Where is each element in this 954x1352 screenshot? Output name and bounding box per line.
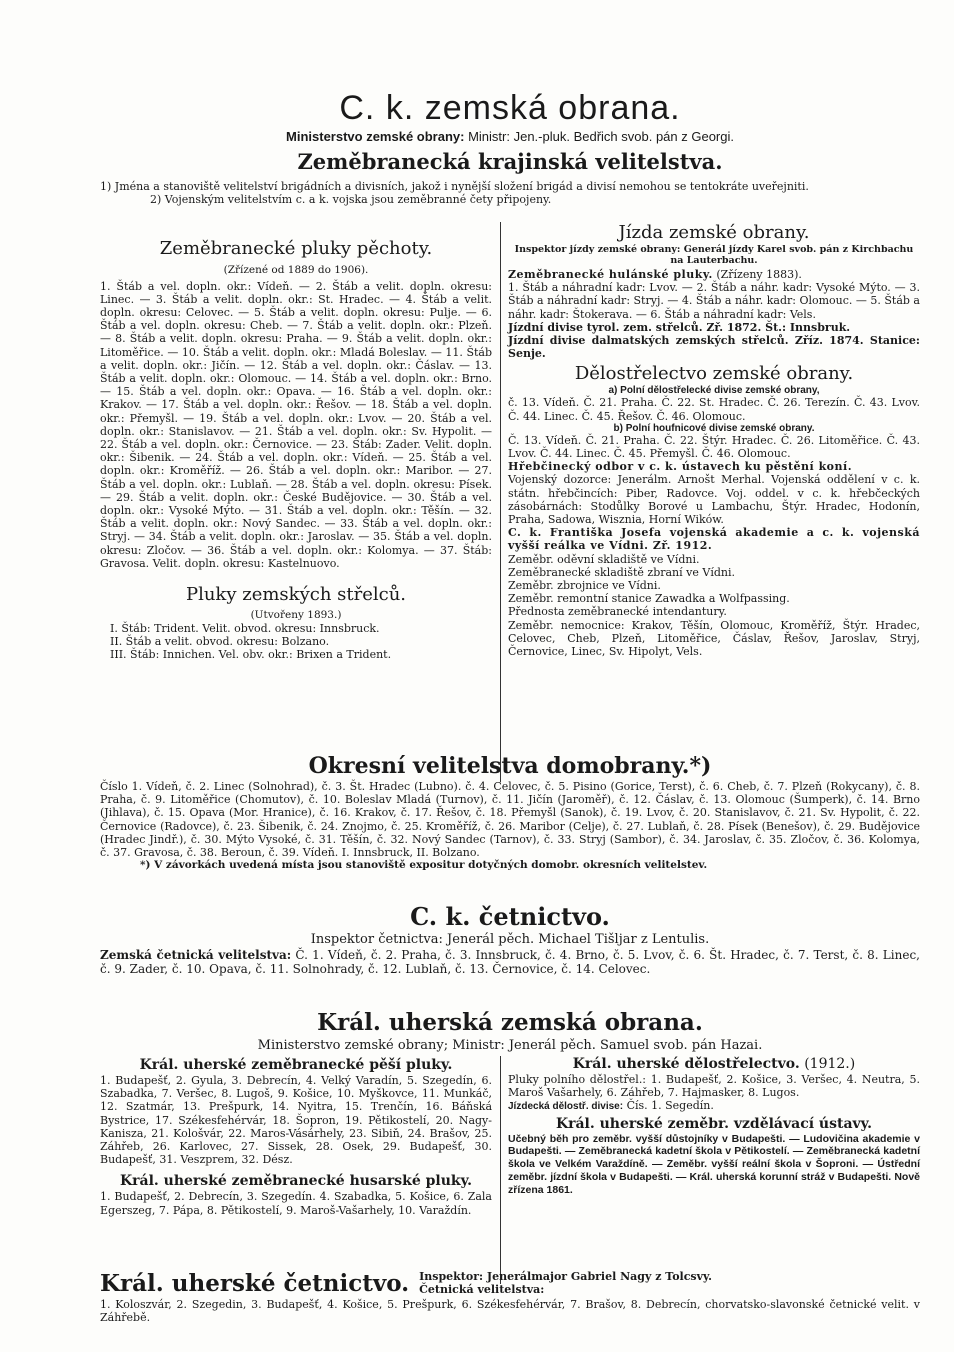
- notes: [100, 180, 920, 206]
- hungary-divider: [500, 1056, 501, 1284]
- hungary-infantry-title: Král. uherské zeměbranecké pěší pluky.: [139, 1057, 453, 1073]
- hungary-artillery-title: Král. uherské dělostřelectvo.: [572, 1056, 800, 1072]
- tyrol-cavalry: Jízdní divise tyrol. zem. střelců. Zř. 1872. Št.: Innsbruk.: [508, 320, 851, 334]
- dalmatian-cavalry: Jízdní divise dalmatských zemských střelců. Zříz. 1874. Stanice: Senje.: [508, 334, 920, 361]
- left-column: [100, 222, 492, 661]
- hungary-title: Král. uherská zemská obrana.: [317, 1009, 703, 1036]
- hungary-hussars-title: Král. uherské zeměbranecké husarské pluky.: [119, 1173, 473, 1190]
- hungary-artillery-text: Pluky polního dělostřel.: 1. Budapešť, 2. Košice, 3. Veršec, 4. Neutra, 5. Maroš Vašarhely, 6. Záhřeb, 7. Hajmasker, 8. Lugos.: [508, 1073, 920, 1100]
- hungary-left: [100, 1056, 492, 1217]
- cavalry-inspector: Inspektor jízdy zemské obrany: Generál jízdy Karel svob. pán z Kirchbachu na Lauterbachu.: [514, 244, 914, 266]
- gendarmerie-title: C. k. četnictvo.: [410, 902, 610, 931]
- gendarmerie-label: Zemská četnická velitelstva:: [100, 948, 292, 962]
- field-artillery-text: č. 13. Vídeň. Č. 21. Praha. Č. 22. St. Hradec. Č. 26. Terezín. Č. 43. Lvov. Č. 44. Linec. Č. 45. Řešov. Č. 46. Olomouc.: [508, 396, 920, 423]
- ministry-label: Ministerstvo zemské obrany:: [286, 129, 465, 144]
- rifles-item: II. Štáb a velit. obvod. okresu: Bolzano.: [110, 634, 330, 648]
- rifles-item: I. Štáb: Trident. Velit. obvod. okresu: Innsbruck.: [110, 621, 380, 635]
- institution-item: Zeměbr. oděvní skladiště ve Vídni.: [508, 552, 700, 566]
- hungary-gendarmerie-title: Král. uherské četnictvo.: [100, 1270, 410, 1297]
- institution-item: Zeměbr. remontní stanice Zawadka a Wolfpassing.: [508, 592, 790, 606]
- hungary-artillery-year: (1912.): [804, 1056, 856, 1072]
- institution-item: Zeměbranecké skladiště zbraní ve Vídni.: [508, 565, 735, 579]
- hungary-gendarmerie-details: [419, 1270, 712, 1296]
- rifles-item: III. Štáb: Innichen. Vel. obv. okr.: Brixen a Trident.: [110, 648, 392, 662]
- uhlans-text: 1. Štáb a náhradní kadr: Lvov. — 2. Štáb a náhr. kadr: Vysoké Mýto. — 3. Štáb a náhradní kadr: Stryj. — 4. Štáb a náhr. kadr: Olomouc. — 5. Štáb a náhr. kadr: Štokerava. — 6. Štáb a náhradní kadr: Vels.: [508, 281, 920, 321]
- header: [100, 88, 920, 174]
- page-title: C. k. zemská obrana.: [339, 89, 681, 127]
- hungary-ministry: Ministerstvo zemské obrany; Ministr: Jenerál pěch. Samuel svob. pán Hazai.: [257, 1038, 763, 1053]
- rifles-title: Pluky zemských střelců.: [185, 584, 407, 606]
- two-column-section: [100, 222, 920, 812]
- hungary-mounted-label: Jízdecká dělostř. divise:: [508, 1101, 624, 1113]
- home-guard-title: Okresní velitelstva domobrany.*): [308, 753, 712, 779]
- hungary-right: [508, 1056, 920, 1197]
- gendarmerie-inspector: Inspektor četnictva: Jenerál pěch. Michael Tišljar z Lentulis.: [310, 932, 710, 947]
- right-column: [508, 222, 920, 658]
- hungary-gendarmerie-text: 1. Koloszvár, 2. Szegedin, 3. Budapešť, 4. Košice, 5. Prešpurk, 6. Székesfehérvár, 7. Brašov, 8. Debrecín, chorvatsko-slavonské četnické velit. v Záhřebě.: [100, 1298, 920, 1325]
- home-guard-section: [100, 752, 920, 872]
- home-guard-text: Číslo 1. Vídeň, č. 2. Linec (Solnohrad), č. 3. Št. Hradec (Lubno). č. 4. Celovec, č. 5. Pisino (Gorice, Terst), č. 6. Cheb, č. 7. Plzeň (Rokycany), č. 8. Praha, č. 9. Litoměřice (Chomutov), č. 10. Boleslav Mladá (Turnov), č. 11. Jičín (Jaroměř), č. 12. Čáslav, č. 13. Olomouc (Šumperk), č. 14. Brno (Jihlava), č. 15. Opava (Mor. Hranice), č. 16. Krakov, č. 17. Řešov, č. 18. Přemyšl (Sanok), č. 19. Lvov, č. 20. Stanislavov, č. 21. Sv. Hypolit, č. 22. Černovice (Radovce), č. 23. Šibenik, č. 24. Znojmo, č. 25. Kroměříž, č. 26. Maribor (Celje), č. 27. Lublaň, č. 28. Písek (Benešov), č. 29. Budějovice (Hradec Jindř.), č. 30. Mýto Vysoké, č. 31. Těšín, č. 32. Nový Sandec (Tarnov), č. 33. Stryj (Sambor), č. 34. Jaroslav, č. 35. Zločov, č. 36. Kolomya, č. 37. Gravosa, č. 38. Beroun, č. 39. Vídeň. I. Innsbruck, II. Bolzano.: [100, 780, 920, 860]
- column-divider: [500, 222, 501, 782]
- hungary-gendarmerie-section: [100, 1270, 920, 1324]
- cavalry-title: Jízda zemské obrany.: [618, 222, 810, 243]
- ministry-line: [100, 128, 920, 146]
- infantry-title: Zeměbranecké pluky pěchoty.: [159, 238, 433, 259]
- institution-item: Přednosta zeměbranecké intendantury.: [508, 605, 727, 619]
- howitzer-title: b) Polní houfnicové divise zemské obrany.: [613, 422, 815, 434]
- stud-text: Vojenský dozorce: Jenerálm. Arnošt Merhal. Vojenská oddělení v c. k. státn. hřebčincích: Piber, Radovce. Voj. oddel. v c. k. hřebčeckých zásobárnách: Stodůlky Borové u Lambachu, Štýr. Hradec, Hodonín, Praha, Sadowa, Wisznia, Horní Wików.: [508, 473, 920, 527]
- infantry-sub: (Zřízené od 1889 do 1906).: [223, 264, 369, 276]
- hungary-section: [100, 1008, 920, 1286]
- rifles-sub: (Utvořeny 1893.): [250, 609, 342, 622]
- hospitals: Zeměbr. nemocnice: Krakov, Těšín, Olomouc, Kroměříž, Štýr. Hradec, Celovec, Cheb, Plzeň, Litoměřice, Čáslav, Řešov, Jaroslav, Stryj, Černovice, Linec, Sv. Hipolyt, Vels.: [508, 618, 920, 659]
- ministry-text: Ministr: Jen.-pluk. Bedřich svob. pán z Georgi.: [468, 129, 734, 144]
- uhlans-heading: [508, 268, 920, 281]
- hungary-mounted-value: Čís. 1. Segedín.: [626, 1099, 714, 1113]
- artillery-title: Dělostřelectvo zemské obrany.: [574, 363, 854, 385]
- hungary-gendarmerie-inspector: Inspektor: Jenerálmajor Gabriel Nagy z Tolcsvy.: [419, 1270, 712, 1283]
- uhlans-title: Zeměbranecké hulánské pluky.: [508, 268, 713, 281]
- hungary-schools-text: Učebný běh pro zeměbr. vyšší důstojníky v Budapešti. — Ludovičina akademie v Budapešti. — Zeměbranecká kadetní škola v Pětikostelí. — Zeměbranecká kadetní škola ve Velkém Varaždíně. — Zeměbr. vyšší reální škola v Šoproni. — Ústřední zeměbr. jízdní škola v Budapešti. — Král. uherská korunní stráž v Budapešti. Nově zřízena 1861.: [508, 1132, 920, 1196]
- infantry-text: 1. Štáb a vel. dopln. okr.: Vídeň. — 2. Štáb a velit. dopln. okresu: Linec. — 3. Štáb a velit. dopln. okr.: St. Hradec. — 4. Štáb a velit. dopln. okresu: Celovec. — 5. Štáb a velit. dopln. okresu: Pulje. — 6. Štáb a vel. dopln. okresu: Cheb. — 7. Štáb a velit. dopln. okr.: Plzeň. — 8. Štáb a velit. dopln. okresu: Praha. — 9. Štáb a velit. dopln. okr.: Litoměřice. — 10. Štáb a velit. dopln. okr.: Mladá Boleslav. — 11. Štáb a velit. dopln. okr.: Jičín. — 12. Štáb a vel. dopln. okr.: Čáslav. — 13. Štáb a velit. dopln. okr.: Olomouc. — 14. Štáb a vel. dopln. okr.: Brno. — 15. Štáb a vel. dopln. okr.: Opava. — 16. Štáb a vel. dopln. okr.: Krakov. — 17. Štáb a vel. dopln. okr.: Řešov. — 18. Štáb a vel. dopln. okr.: Přemyšl. — 19. Štáb a vel. dopln. okr.: Lvov. — 20. Štáb a vel. dopln. okr.: Stanislavov. — 21. Štáb a vel. dopln. okr.: Sv. Hypolit. — 22. Štáb a vel. dopln. okr.: Černovice. — 23. Štáb: Zader. Velit. dopln. okr.: Šibenik. — 24. Štáb a vel. dopln. okr.: Vídeň. — 25. Štáb a vel. dopln. okr.: Kroměříž. — 26. Štáb a vel. dopln. okr.: Maribor. — 27. Štáb a vel. dopln. okr.: Lublaň. — 28. Štáb a vel. dopln. okresu: Písek. — 29. Štáb a velit. dopln. okr.: České Budějovice. — 30. Štáb a vel. dopln. okr.: Vysoké Mýto. — 31. Štáb a vel. dopln. okr.: Těšín. — 32. Štáb a velit. dopln. okr.: Nový Sandec. — 33. Štáb a vel. dopln. okr.: Stryj. — 34. Štáb a velit. dopln. okr.: Jaroslav. — 35. Štáb a vel. dopln. okresu: Zločov. — 36. Štáb a vel. dopln. okr.: Kolomya. — 37. Štáb: Gravosa. Velit. dopln. okresu: Kastelnuovo.: [100, 279, 492, 570]
- uhlans-sub: (Zřízeny 1883).: [716, 268, 802, 281]
- note-1: 1) Jména a stanoviště velitelství brigádních a divisních, jakož i nynější složení brigád a divisí nemohou se tentokráte uveřejniti.: [100, 180, 809, 193]
- hungary-gendarmerie-label: Četnická velitelstva:: [419, 1283, 545, 1296]
- military-academy: C. k. Františka Josefa vojenská akademie a c. k. vojenská vyšší reálka ve Vídni. Zř. 1912.: [508, 526, 920, 553]
- hungary-artillery-heading: [508, 1056, 920, 1073]
- gendarmerie-section: [100, 902, 920, 976]
- hungary-gendarmerie-row: [100, 1270, 920, 1298]
- hungary-mounted-artillery: [508, 1099, 920, 1113]
- field-artillery-title: a) Polní dělostřelecké divise zemské obrany,: [608, 385, 820, 397]
- note-2: 2) Vojenským velitelstvím c. a k. vojska jsou zeměbranné čety připojeny.: [150, 193, 552, 207]
- gendarmerie-commands: [100, 948, 920, 976]
- hungary-schools-title: Král. uherské zeměbr. vzdělávací ústavy.: [555, 1115, 873, 1132]
- hungary-hussars-text: 1. Budapešť, 2. Debrecín, 3. Szegedín. 4. Szabadka, 5. Košice, 6. Zala Egerszeg, 7. Pápa, 8. Pětikostelí, 9. Maroš-Vašarhely, 10. Varaždín.: [100, 1190, 492, 1217]
- commands-title: Zeměbranecká krajinská velitelstva.: [297, 149, 723, 174]
- howitzer-text: Č. 13. Vídeň. Č. 21. Praha. Č. 22. Štýr. Hradec. Č. 26. Litoměřice. Č. 43. Lvov. Č. 44. Linec. Č. 45. Přemyšl. Č. 46. Olomouc.: [508, 433, 920, 461]
- institution-item: Zeměbr. zbrojnice ve Vídni.: [508, 579, 661, 593]
- hungary-infantry-text: 1. Budapešť, 2. Gyula, 3. Debrecín, 4. Velký Varadín, 5. Szegedín, 6. Szabadka, 7. Veršec, 8. Lugoš, 9. Košice, 10. Myškovce, 11. Munkáč, 12. Szatmár, 13. Prešpurk, 14. Nyitra, 15. Trenčín, 16. Báňská Bystrice, 17. Székesfehérvár, 18. Šopron, 19. Pětikostelí, 20. Nagy-Kanisza, 21. Kološvár, 22. Maros-Vásárhely, 23. Sibiň, 24. Brašov, 25. Záhřeb, 26. Karlovec, 27. Sissek, 28. Osek, 29. Budapešť, 30. Budapešť, 31. Veszprem, 32. Dész.: [100, 1074, 492, 1167]
- hungary-columns: [100, 1056, 920, 1286]
- home-guard-note: *) V závorkách uvedená místa jsou stanoviště expositur dotyčných domobr. okresních velitelstev.: [140, 859, 708, 872]
- stud-title: Hřebčinecký odbor v c. k. ústavech ku pěstění koní.: [508, 460, 853, 474]
- gendarmerie-text: Č. 1. Vídeň, č. 2. Praha, č. 3. Innsbruck, č. 4. Brno, č. 5. Lvov, č. 6. Št. Hradec, č. 7. Terst, č. 8. Linec, č. 9. Zader, č. 10. Opava, č. 11. Solnohrady, č. 12. Lublaň, č. 13. Černovice, č. 14. Celovec.: [100, 948, 920, 976]
